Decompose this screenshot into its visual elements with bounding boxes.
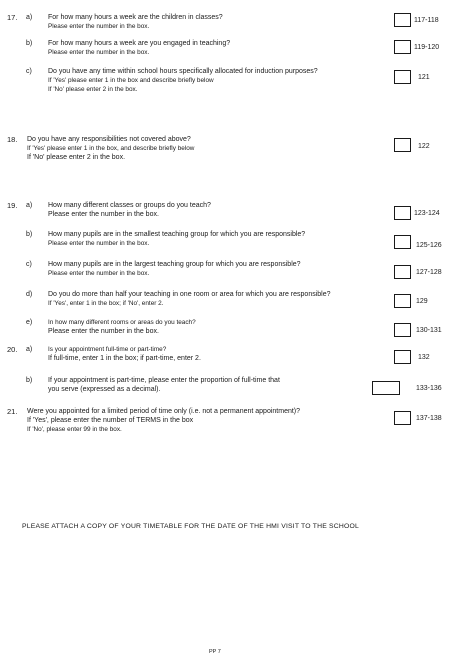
question-number: 19. <box>7 201 18 210</box>
column-code: 125-126 <box>416 242 442 249</box>
question-number: 21. <box>7 407 18 416</box>
column-code: 119-120 <box>414 44 440 51</box>
answer-box-19a[interactable] <box>394 206 411 220</box>
answer-box-19c[interactable] <box>394 265 411 279</box>
sub-label: e) <box>26 319 33 326</box>
question-number: 20. <box>7 345 18 354</box>
page-number: PP 7 <box>209 649 221 655</box>
question-text: Do you have any responsibilities not covered above? If 'Yes' please enter 1 in the box, and describe briefly below If 'No' please enter 2 in the box. <box>27 136 195 161</box>
column-code: 130-131 <box>416 327 442 334</box>
answer-box-18[interactable] <box>394 138 411 152</box>
answer-box-19e[interactable] <box>394 323 411 337</box>
sub-label: b) <box>26 231 33 238</box>
question-text: Do you have any time within school hours specifically allocated for induction purposes? If 'Yes' please enter 1 in the box and describe briefly below If 'No' please enter 2 in the box. <box>48 68 318 93</box>
answer-box-17c[interactable] <box>394 70 411 84</box>
question-text: Were you appointed for a limited period of time only (i.e. not a permanent appointment)? If 'Yes', please enter the number of TERMS in the box If 'No', please enter 99 in the box. <box>27 408 301 433</box>
question-text: How many different classes or groups do you teach? Please enter the number in the box. <box>48 202 211 218</box>
column-code: 123-124 <box>414 210 440 217</box>
column-code: 129 <box>416 298 428 305</box>
column-code: 122 <box>418 143 430 150</box>
question-text: For how many hours a week are the children in classes? Please enter the number in the box. <box>48 14 223 30</box>
question-text: Is your appointment full-time or part-time? If full-time, enter 1 in the box; if part-time, enter 2. <box>48 346 201 362</box>
question-text: How many pupils are in the largest teaching group for which you are responsible? Please enter the number in the box. <box>48 261 301 277</box>
sub-label: b) <box>26 377 33 384</box>
sub-label: a) <box>26 346 33 353</box>
answer-box-17a[interactable] <box>394 13 411 27</box>
column-code: 132 <box>418 354 430 361</box>
timetable-instruction: PLEASE ATTACH A COPY OF YOUR TIMETABLE FOR THE DATE OF THE HMI VISIT TO THE SCHOOL <box>22 523 359 530</box>
answer-box-17b[interactable] <box>394 40 411 54</box>
question-text: How many pupils are in the smallest teaching group for which you are responsible? Please enter the number in the box. <box>48 231 306 247</box>
question-text: Do you do more than half your teaching in one room or area for which you are responsible? If 'Yes', enter 1 in the box; if 'No', enter 2. <box>48 291 331 307</box>
sub-label: a) <box>26 202 33 209</box>
sub-label: b) <box>26 40 33 47</box>
column-code: 121 <box>418 74 430 81</box>
answer-box-20a[interactable] <box>394 350 411 364</box>
column-code: 117-118 <box>414 17 439 24</box>
answer-box-21[interactable] <box>394 411 411 425</box>
answer-box-19d[interactable] <box>394 294 411 308</box>
column-code: 137-138 <box>416 415 442 422</box>
question-number: 18. <box>7 135 18 144</box>
sub-label: d) <box>26 291 33 298</box>
column-code: 133-136 <box>416 385 442 392</box>
question-number: 17. <box>7 13 18 22</box>
question-text: For how many hours a week are you engaged in teaching? Please enter the number in the box. <box>48 40 231 56</box>
answer-box-20b[interactable] <box>372 381 400 395</box>
question-text: If your appointment is part-time, please enter the proportion of full-time that you serve (expressed as a decimal). <box>48 377 280 393</box>
answer-box-19b[interactable] <box>394 235 411 249</box>
question-text: In how many different rooms or areas do you teach? Please enter the number in the box. <box>48 319 196 335</box>
sub-label: a) <box>26 14 33 21</box>
sub-label: c) <box>26 261 32 268</box>
column-code: 127-128 <box>416 269 442 276</box>
sub-label: c) <box>26 68 32 75</box>
